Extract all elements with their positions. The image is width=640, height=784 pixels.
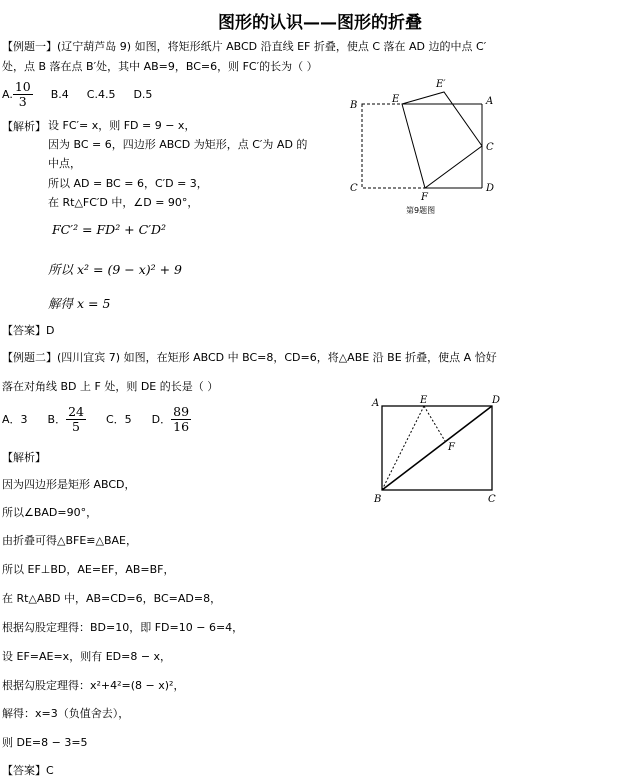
example1-question-line2: 处，点 B 落在点 B′处，其中 AB=9，BC=6，则 FC′的长为（ ） xyxy=(2,60,318,73)
label-D: D xyxy=(492,395,501,406)
example1-question-line1: 【例题一】(辽宁葫芦岛 9) 如图，将矩形纸片 ABCD 沿直线 EF 折叠，使点 C 落在 AD 边的中点 C′ xyxy=(2,40,487,53)
figure-9 xyxy=(340,74,510,224)
example2-question-line1: 【例题二】(四川宜宾 7) 如图，在矩形 ABCD 中 BC=8，CD=6，将△ABE 沿 BE 折叠，使点 A 恰好 xyxy=(2,351,497,364)
example2-answer: 【答案】C xyxy=(2,764,54,777)
option-c: C．5 xyxy=(105,412,132,426)
example1-step1: 设 FC′= x，则 FD = 9 − x， xyxy=(48,119,196,132)
option-d: D.5 xyxy=(133,87,153,101)
example1-formula1: FC′² = FD² + C′D² xyxy=(52,222,167,237)
folded-quadrilateral xyxy=(402,92,482,188)
label-E-prime: E′ xyxy=(436,79,446,90)
option-b-fraction xyxy=(66,405,86,434)
option-b: B.4 xyxy=(50,87,69,101)
example2-line: 由折叠可得△BFE≌△BAE， xyxy=(2,534,137,547)
fold-line-be xyxy=(382,406,424,490)
example2-line: 则 DE=8 − 3=5 xyxy=(2,736,88,749)
option-b-numerator: 24 xyxy=(68,404,84,419)
option-d-label: D． xyxy=(151,412,172,426)
option-d-denominator: 16 xyxy=(173,419,190,434)
label-F: F xyxy=(421,192,428,203)
example1-step2: 因为 BC = 6，四边形 ABCD 为矩形，点 C′为 AD 的 xyxy=(48,138,308,151)
example2-line: 因为四边形是矩形 ABCD， xyxy=(2,478,136,491)
page-title: 图形的认识——图形的折叠 xyxy=(218,13,422,33)
option-c: C.4.5 xyxy=(86,87,116,101)
label-C-prime: C xyxy=(486,142,494,153)
example1-answer: 【答案】D xyxy=(2,324,55,337)
label-A: A xyxy=(372,398,380,409)
example1-formula2: 所以 x² = (9 − x)² + 9 xyxy=(48,262,183,277)
option-a: A．3 xyxy=(2,412,28,426)
example2-solution-tag: 【解析】 xyxy=(2,451,46,464)
option-a-fraction xyxy=(13,80,33,109)
label-E: E xyxy=(392,94,400,105)
example2-line: 所以 EF⊥BD，AE=EF，AB=BF， xyxy=(2,563,175,576)
option-d-fraction xyxy=(171,405,191,434)
example1-result: 解得 x = 5 xyxy=(48,296,111,311)
example2-line: 在 Rt△ABD 中，AB=CD=6，BC=AD=8， xyxy=(2,592,222,605)
option-a-denominator: 3 xyxy=(18,94,27,109)
example2-line: 所以∠BAD=90°， xyxy=(2,506,98,519)
example1-step5: 在 Rt△FC′D 中，∠D = 90°， xyxy=(48,196,199,209)
option-a-label: A. xyxy=(2,87,13,101)
example1-solution-tag: 【解析】 xyxy=(2,120,46,133)
example2-line: 解得：x=3（负值舍去）， xyxy=(2,707,130,720)
option-b-denominator: 5 xyxy=(72,419,80,434)
figure-rectangle-abcd xyxy=(368,392,506,510)
label-B: B xyxy=(374,494,382,505)
segment-ef xyxy=(424,406,445,441)
example2-line: 设 EF=AE=x，则有 ED=8 − x， xyxy=(2,650,172,663)
example2-question-line2: 落在对角线 BD 上 F 处，则 DE 的长是（ ） xyxy=(2,380,219,393)
label-E: E xyxy=(420,395,428,406)
figure-caption: 第9题图 xyxy=(406,206,436,215)
example1-step4: 所以 AD = BC = 6，C′D = 3， xyxy=(48,177,208,190)
option-a-numerator: 10 xyxy=(14,79,31,94)
diagonal-bd xyxy=(382,406,492,490)
label-F: F xyxy=(448,442,455,453)
example1-options xyxy=(2,80,152,109)
option-b-label: B． xyxy=(47,412,67,426)
example2-line: 根据勾股定理得：BD=10，即 FD=10 − 6=4， xyxy=(2,621,244,634)
example1-step3: 中点， xyxy=(48,157,81,170)
label-C: C xyxy=(350,183,358,194)
label-C: C xyxy=(488,494,496,505)
label-D: D xyxy=(486,183,495,194)
label-A: A xyxy=(486,96,494,107)
label-B: B xyxy=(350,100,358,111)
option-d-numerator: 89 xyxy=(173,404,190,419)
example2-line: 根据勾股定理得：x²+4²=(8 − x)²， xyxy=(2,679,185,692)
example2-options xyxy=(2,405,191,434)
